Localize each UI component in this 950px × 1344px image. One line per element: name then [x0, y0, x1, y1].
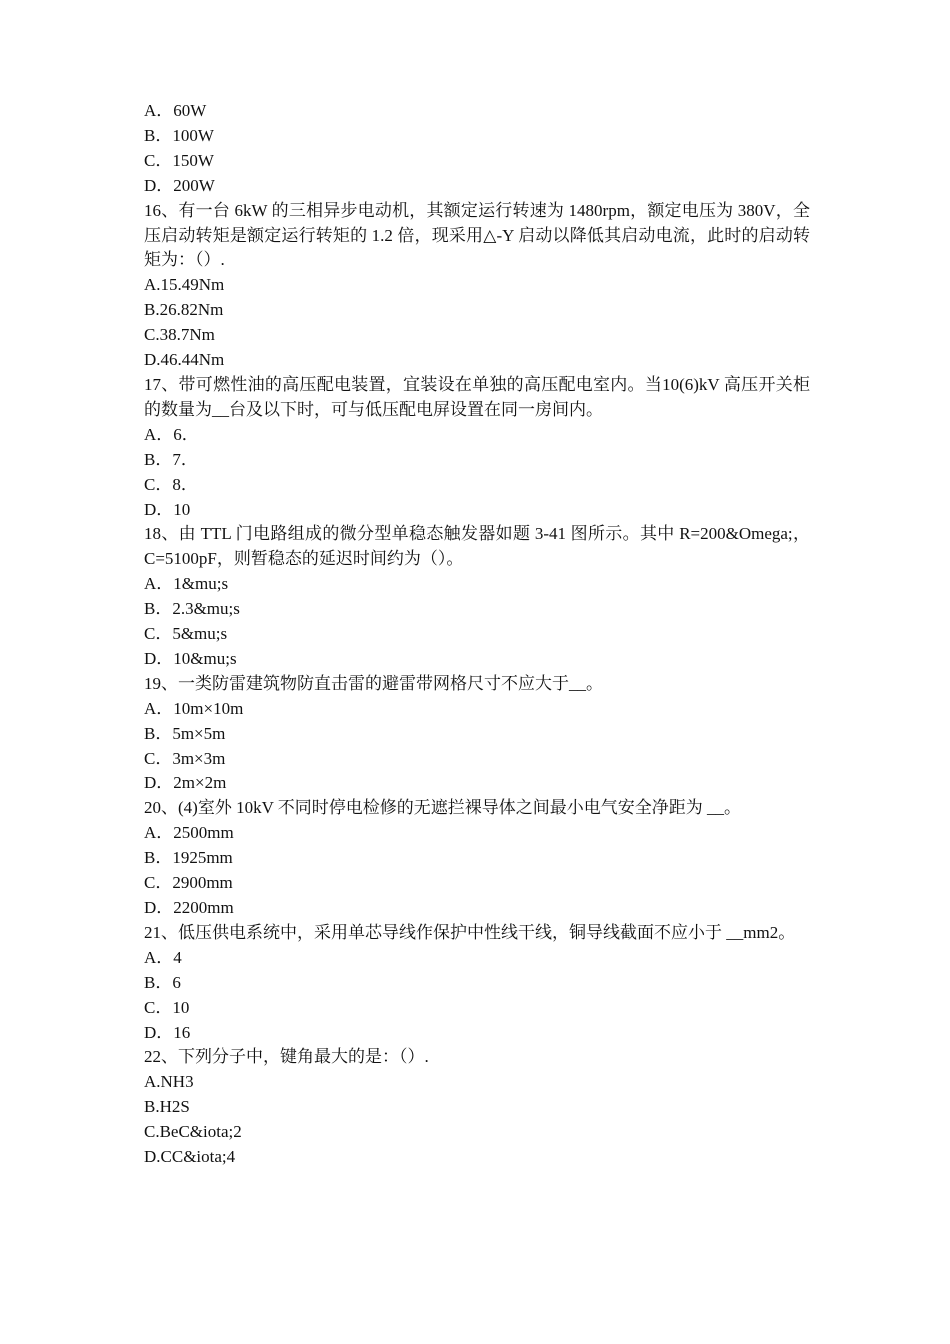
option-a: A．1&mu;s [144, 574, 229, 594]
option-c: C．5&mu;s [144, 624, 228, 644]
question-16: 16、有一台 6kW 的三相异步电动机，其额定运行转速为 1480rpm，额定电压为 380V，全压启动转矩是额定运行转矩的 1.2 倍，现采用△-Y 启动以降低其启动电流，此时的启动转矩为：（）. [144, 200, 810, 270]
option-d: D．10 [144, 499, 191, 519]
option-b: B.H2S [144, 1097, 190, 1117]
option-b: B．2.3&mu;s [144, 599, 240, 619]
question-19: 19、一类防雷建筑物防直击雷的避雷带网格尺寸不应大于__。 [144, 673, 603, 693]
option-d: D．2200mm [144, 898, 234, 917]
question-20: 20、(4)室外 10kV 不同时停电检修的无遮拦裸导体之间最小电气安全净距为 __。 [144, 798, 742, 818]
option-d: D．16 [144, 1022, 191, 1042]
option-a: A.NH3 [144, 1072, 194, 1092]
option-b: B．1925mm [144, 848, 233, 868]
option-b: B．100W [144, 125, 214, 145]
option-b: B．5m×5m [144, 723, 226, 743]
option-b: B．6 [144, 972, 181, 992]
option-a: A．2500mm [144, 823, 234, 843]
question-22: 22、下列分子中，键角最大的是：（）. [144, 1047, 429, 1067]
option-c: C．2900mm [144, 873, 233, 893]
option-c: C．3m×3m [144, 748, 226, 768]
option-c: C.BeC&iota;2 [144, 1122, 242, 1142]
option-c: C．8． [144, 474, 198, 494]
option-a: A．10m×10m [144, 698, 244, 718]
question-21: 21、低压供电系统中，采用单芯导线作保护中性线干线，铜导线截面不应小于 __mm2。 [144, 922, 796, 942]
option-a: A.15.49Nm [144, 275, 225, 295]
option-c: C．10 [144, 997, 190, 1017]
option-d: D.CC&iota;4 [144, 1147, 236, 1167]
option-d: D．10&mu;s [144, 648, 237, 668]
option-d: D.46.44Nm [144, 350, 225, 370]
option-d: D．200W [144, 175, 215, 195]
question-18: 18、由 TTL 门电路组成的微分型单稳态触发器如题 3-41 图所示。其中 R=200&Omega;，C=5100pF，则暂稳态的延迟时间约为（）。 [144, 524, 810, 569]
option-b: B．7． [144, 449, 198, 469]
option-c: C.38.7Nm [144, 325, 215, 345]
option-b: B.26.82Nm [144, 300, 224, 320]
option-a: A．4 [144, 947, 182, 967]
option-c: C．150W [144, 150, 214, 170]
option-d: D．2m×2m [144, 773, 227, 793]
option-a: A．6． [144, 424, 199, 444]
option-a: A．60W [144, 101, 207, 120]
question-17: 17、带可燃性油的高压配电装置，宜装设在单独的高压配电室内。当10(6)kV 高压开关柜的数量为__台及以下时，可与低压配电屏设置在同一房间内。 [144, 374, 810, 419]
document-body [144, 99, 810, 1170]
